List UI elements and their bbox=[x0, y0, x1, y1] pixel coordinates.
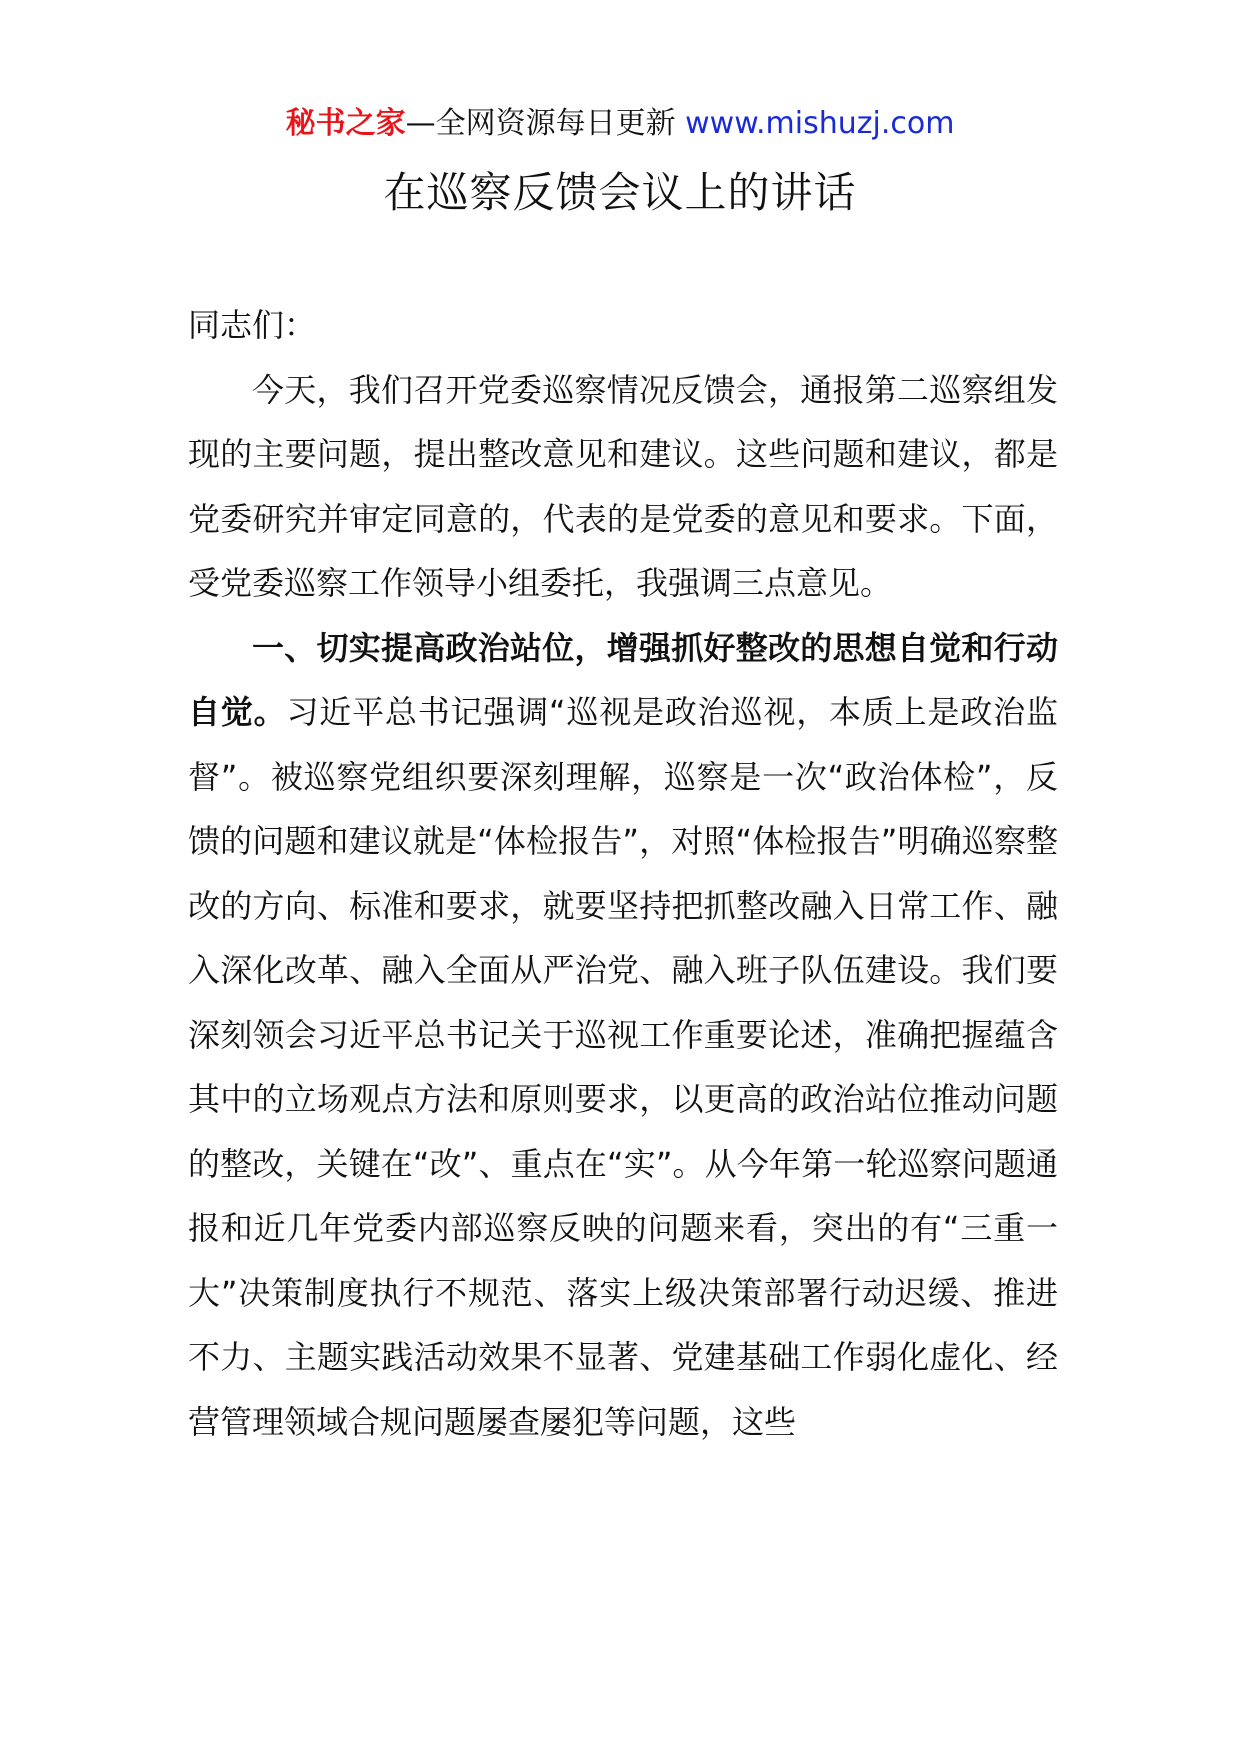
site-url: www.mishuzj.com bbox=[685, 106, 955, 141]
intro-paragraph: 今天，我们召开党委巡察情况反馈会，通报第二巡察组发现的主要问题，提出整改意见和建议。这些问题和建议，都是党委研究并审定同意的，代表的是党委的意见和要求。下面，受党委巡察工作领导小组委托，我强调三点意见。 bbox=[188, 370, 1058, 602]
section-1-body: 习近平总书记强调“巡视是政治巡视，本质上是政治监督”。被巡察党组织要深刻理解，巡察是一次“政治体检”，反馈的问题和建议就是“体检报告”，对照“体检报告”明确巡察整改的方向、标准和要求，就要坚持把抓整改融入日常工作、融入深化改革、融入全面从严治党、融入班子队伍建设。我们要深刻领会习近平总书记关于巡视工作重要论述，准确把握蕴含其中的立场观点方法和原则要求，以更高的政治站位推动问题的整改，关键在“改”、重点在“实”。从今年第一轮巡察问题通报和近几年党委内部巡察反映的问题来看，突出的有“三重一大”决策制度执行不规范、落实上级决策部署行动迟缓、推进不力、主题实践活动效果不显著、党建基础工作弱化虚化、经营管理领域合规问题屡查屡犯等问题，这些 bbox=[188, 693, 1058, 1441]
banner-slogan: —全网资源每日更新 bbox=[405, 106, 686, 141]
document-body bbox=[188, 293, 1058, 1454]
brand-name: 秘书之家 bbox=[285, 106, 406, 141]
section-1-paragraph bbox=[188, 616, 1058, 1455]
document-title: 在巡察反馈会议上的讲话 bbox=[383, 168, 857, 217]
salutation: 同志们： bbox=[188, 306, 317, 344]
section-1-heading: 一、切实提高政治站位，增强抓好整改的思想自觉和行动自觉。 bbox=[188, 628, 1058, 731]
watermark-banner bbox=[0, 102, 1240, 146]
